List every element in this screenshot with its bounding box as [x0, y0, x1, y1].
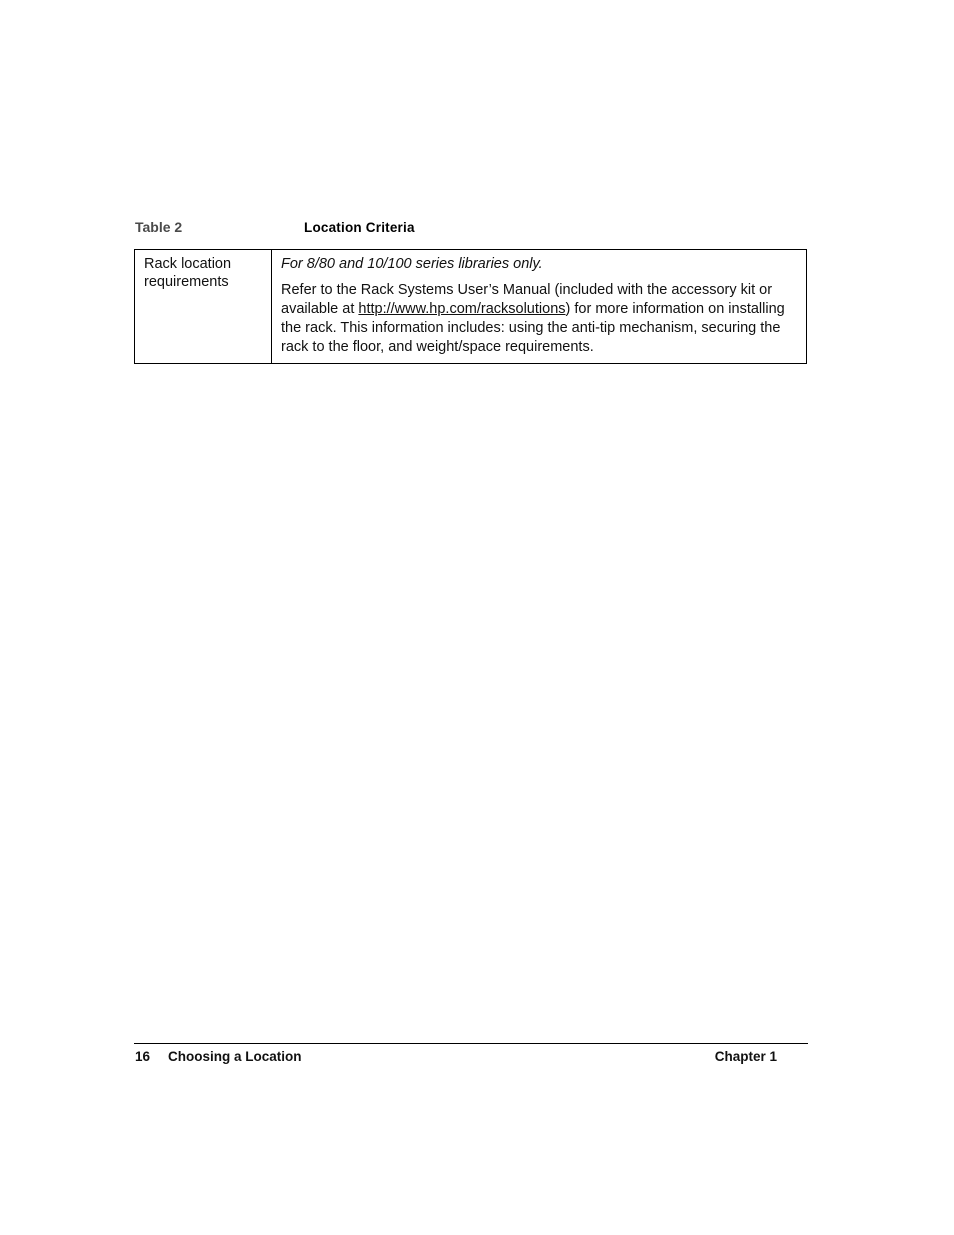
racksolutions-link[interactable]: http://www.hp.com/racksolutions — [358, 301, 566, 317]
description-text-after-link: ) for more information on installing the rack. This information includes: using the anti-tip mechanism, securing the rack to the floor, and weight/space requirements. — [281, 301, 785, 355]
footer-divider — [134, 1043, 808, 1044]
table-title: Location Criteria — [304, 220, 415, 235]
applicability-note: For 8/80 and 10/100 series libraries only. — [281, 256, 543, 272]
criterion-cell: Rack location requirements — [135, 250, 272, 364]
description-text-before-link: Refer to the Rack Systems User’s Manual (included with the accessory kit or available at — [281, 282, 773, 317]
table-number-label: Table 2 — [135, 219, 183, 235]
chapter-label: Chapter 1 — [714, 1049, 777, 1064]
table-caption — [135, 219, 807, 239]
page-footer — [135, 1049, 807, 1069]
location-criteria-table — [134, 249, 807, 364]
description-paragraph — [281, 281, 797, 357]
page-number: 16 — [135, 1049, 151, 1064]
description-cell — [272, 250, 807, 364]
section-title: Choosing a Location — [168, 1049, 302, 1064]
table-row — [135, 250, 807, 364]
